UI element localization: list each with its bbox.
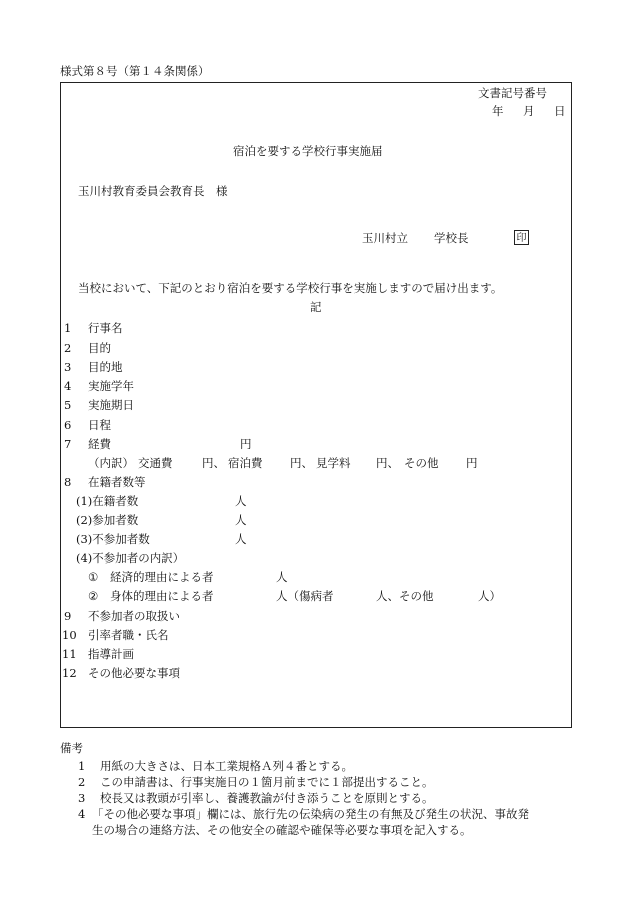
item-label-dates: 実施期日: [88, 398, 134, 412]
item-label-schedule: 日程: [88, 418, 111, 432]
remark-number: 4: [78, 807, 86, 821]
physical-detail-close: 人）: [478, 589, 501, 603]
item-label-destination: 目的地: [88, 360, 123, 374]
item-label-guidance-plan: 指導計画: [88, 647, 134, 661]
unit-person: 人: [235, 494, 247, 508]
physical-detail-open: 人（傷病者: [276, 589, 334, 603]
item-number: 10: [62, 628, 77, 642]
breakdown-yen: 円、: [290, 456, 313, 470]
sub-participants: (2)参加者数: [76, 513, 139, 527]
breakdown-lodging: 宿泊費: [228, 456, 263, 470]
breakdown-transport: 交通費: [138, 456, 173, 470]
item-number: 5: [64, 398, 72, 412]
intro-text: 当校において、下記のとおり宿泊を要する学校行事を実施しますので届け出ます。: [78, 281, 503, 295]
item-label-event: 行事名: [88, 321, 123, 335]
breakdown-yen: 円、: [376, 456, 399, 470]
item-label-enrollment: 在籍者数等: [88, 475, 146, 489]
date-label: 年 月 日: [492, 104, 570, 118]
item-label-expenses: 経費: [88, 437, 111, 451]
form-label: 様式第８号（第１４条関係）: [60, 64, 210, 78]
item-label-purpose: 目的: [88, 341, 111, 355]
item-number: 6: [64, 418, 72, 432]
breakdown-other: その他: [404, 456, 439, 470]
item-number: 1: [64, 321, 72, 335]
item-label-chaperone: 引率者職・氏名: [88, 628, 169, 642]
remark-number: 3: [78, 791, 86, 805]
expenses-yen: 円: [240, 437, 252, 451]
econ-mark: ①: [88, 570, 99, 584]
breakdown-yen: 円: [466, 456, 478, 470]
item-label-nonparticipant-handling: 不参加者の取扱い: [88, 609, 180, 623]
item-number: 9: [64, 609, 72, 623]
remark-text: 校長又は教頭が引率し、養護教諭が付き添うことを原則とする。: [100, 791, 434, 805]
addressee: 玉川村教育委員会教育長 様: [78, 184, 228, 198]
remark-number: 1: [78, 759, 86, 773]
item-number: 2: [64, 341, 72, 355]
remark-text: 用紙の大きさは、日本工業規格Ａ列４番とする。: [100, 759, 353, 773]
item-label-other: その他必要な事項: [88, 666, 180, 680]
remark-number: 2: [78, 775, 86, 789]
seal-mark: [514, 230, 529, 245]
remark-text: この申請書は、行事実施日の１箇月前までに１部提出すること。: [100, 775, 434, 789]
sub-nonparticipant-breakdown: (4)不参加者の内訳）: [76, 551, 185, 565]
physical-mark: ②: [88, 589, 99, 603]
form-title: 宿泊を要する学校行事実施届: [233, 144, 383, 158]
item-number: 3: [64, 360, 72, 374]
item-number: 4: [64, 379, 72, 393]
item-number: 7: [64, 437, 72, 451]
item-number: 8: [64, 475, 72, 489]
item-label-grade: 実施学年: [88, 379, 134, 393]
seal-icon: 印: [514, 230, 529, 245]
physical-reason-label: 身体的理由による者: [110, 589, 214, 603]
item-number: 12: [62, 666, 77, 680]
physical-detail-mid: 人、その他: [376, 589, 434, 603]
sender-village: 玉川村立: [362, 231, 408, 245]
sender-principal: 学校長: [434, 231, 469, 245]
document-number-label: 文書記号番号: [478, 86, 547, 100]
breakdown-admission: 見学料: [316, 456, 351, 470]
ki-label: 記: [310, 300, 322, 314]
remark-text: 「その他必要な事項」欄には、旅行先の伝染病の発生の有無及び発生の状況、事故発: [92, 807, 529, 821]
econ-reason-label: 経済的理由による者: [110, 570, 214, 584]
breakdown-prefix: （内訳）: [88, 456, 134, 470]
item-number: 11: [62, 647, 77, 661]
unit-person: 人: [235, 513, 247, 527]
unit-person: 人: [276, 570, 288, 584]
sub-nonparticipants: (3)不参加者数: [76, 532, 150, 546]
sub-enrolled: (1)在籍者数: [76, 494, 139, 508]
unit-person: 人: [235, 532, 247, 546]
remarks-heading: 備考: [60, 741, 83, 755]
remark-text-continued: 生の場合の連絡方法、その他安全の確認や確保等必要な事項を記入する。: [92, 823, 472, 837]
breakdown-yen: 円、: [202, 456, 225, 470]
